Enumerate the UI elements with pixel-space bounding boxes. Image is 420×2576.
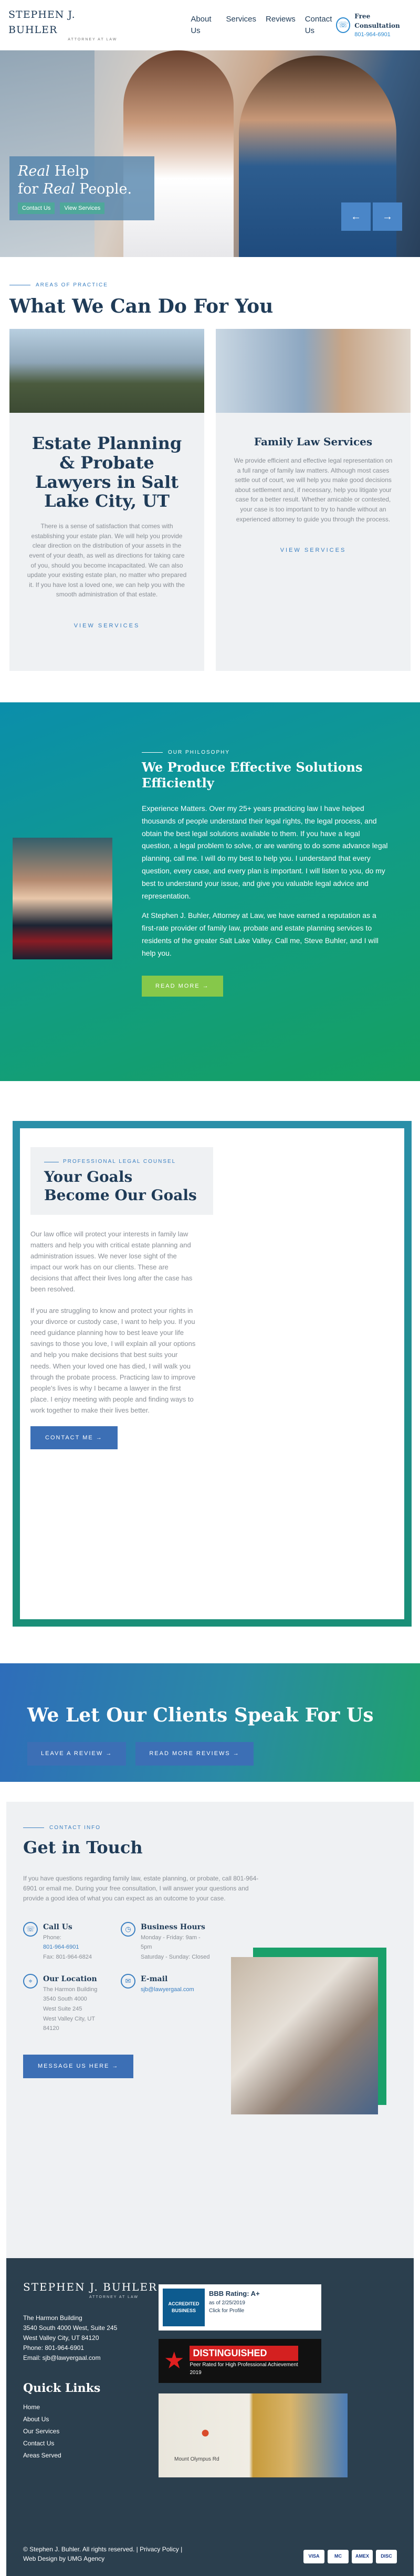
main-nav bbox=[191, 14, 336, 37]
card-image-house bbox=[9, 329, 204, 413]
arrow-right-icon[interactable]: → bbox=[373, 202, 402, 231]
read-more-reviews-button[interactable]: READ MORE REVIEWS → bbox=[135, 1742, 253, 1766]
address-line: 84120 bbox=[43, 2025, 59, 2032]
nav-services[interactable]: Services bbox=[226, 14, 257, 24]
logo-name: STEPHEN J. BUHLER bbox=[8, 9, 76, 36]
hero-caption-box bbox=[9, 156, 154, 220]
star-icon: ★ bbox=[164, 2348, 185, 2374]
map-marker-icon: ● bbox=[201, 2424, 211, 2441]
view-services-link[interactable]: VIEW SERVICES bbox=[74, 622, 140, 629]
distinguished-badge bbox=[159, 2339, 321, 2383]
quick-link-services[interactable]: Our Services bbox=[23, 2428, 60, 2435]
hero-contact-button[interactable]: Contact Us bbox=[18, 202, 55, 215]
goals-title: Your Goals Become Our Goals bbox=[44, 1168, 197, 1204]
philosophy-title: We Produce Effective Solutions Efficiently bbox=[142, 760, 363, 790]
distinguished-title: DISTINGUISHED bbox=[190, 2346, 298, 2361]
call-title: Call Us bbox=[43, 1922, 72, 1931]
card-title: Estate Planning & Probate Lawyers in Salt Lake City, UT bbox=[32, 433, 182, 511]
email-link[interactable]: sjb@lawyergaal.com bbox=[141, 1986, 194, 1993]
quick-link-about[interactable]: About Us bbox=[23, 2415, 49, 2423]
visa-icon: VISA bbox=[303, 2550, 324, 2563]
attorney-portrait bbox=[13, 838, 112, 959]
address-line: The Harmon Building bbox=[43, 1986, 98, 1993]
card-image-family bbox=[216, 329, 411, 413]
nav-contact-us[interactable]: Contact Us bbox=[304, 14, 332, 35]
hero-banner bbox=[0, 50, 420, 257]
consult-title: Free Consultation bbox=[354, 12, 400, 29]
philosophy-eyebrow: OUR PHILOSOPHY bbox=[142, 749, 388, 756]
phone-icon: ☏ bbox=[336, 17, 350, 33]
footer-email[interactable]: Email: sjb@lawyergaal.com bbox=[23, 2354, 101, 2362]
goals-paragraph: Our law office will protect your interests in family law matters and help you with critical estate planning and administration issues. We never lose sight of the impact our work has on our clients. These are decisions that affect their lives long after the case has been resolved. bbox=[30, 1230, 193, 1294]
philosophy-paragraph: At Stephen J. Buhler, Attorney at Law, we have earned a reputation as a first-rate provider of family law, probate and estate planning services to residents of the greater Salt Lake Valley. Call me, Steve Buhler, and I will help you. bbox=[142, 911, 379, 957]
quick-link-home[interactable]: Home bbox=[23, 2403, 40, 2411]
mastercard-icon: MC bbox=[328, 2550, 349, 2563]
consult-phone[interactable]: 801-964-6901 bbox=[354, 31, 391, 38]
logo-subtitle: ATTORNEY AT LAW bbox=[68, 38, 118, 42]
contact-title: Get in Touch bbox=[23, 1837, 143, 1857]
map-pin-icon: ⌖ bbox=[23, 1974, 38, 1989]
read-more-button[interactable]: READ MORE → bbox=[142, 976, 223, 997]
address-line: 3540 South 4000 bbox=[43, 1996, 87, 2003]
reviews-title: We Let Our Clients Speak For Us bbox=[27, 1704, 374, 1726]
card-family-law bbox=[216, 329, 411, 671]
quick-link-contact[interactable]: Contact Us bbox=[23, 2439, 55, 2447]
philosophy-paragraph: Experience Matters. Over my 25+ years practicing law I have helped thousands of people understand their legal rights, the legal process, and obtain the best legal solutions available to them. If you have a legal question, a legal problem to solve, or are wanting to do some advance legal planning, call me. I will do my best to help you. I understand that every question, every case, and every plan is important. I will listen to you, do my best to understand your issue, and give you valuable legal advice and representation. bbox=[142, 804, 388, 900]
hero-background-office bbox=[0, 50, 94, 257]
call-us-block bbox=[23, 1922, 112, 1962]
email-block bbox=[121, 1974, 210, 2034]
quick-link-areas[interactable]: Areas Served bbox=[23, 2451, 61, 2459]
philosophy-section bbox=[0, 702, 420, 1081]
hero-photo-woman bbox=[123, 50, 234, 257]
footer-logo-subtitle: ATTORNEY AT LAW bbox=[89, 2295, 139, 2299]
site-footer bbox=[6, 2258, 414, 2576]
address-line: West Suite 245 bbox=[43, 2006, 82, 2012]
bbb-date: as of 2/25/2019 bbox=[209, 2300, 245, 2306]
distinguished-subtitle: Peer Rated for High Professional Achievement bbox=[190, 2361, 298, 2368]
leave-review-button[interactable]: LEAVE A REVIEW → bbox=[27, 1742, 126, 1766]
reviews-banner bbox=[0, 1663, 420, 1782]
address-line: West Valley City, UT bbox=[43, 2015, 96, 2022]
areas-of-practice bbox=[0, 257, 420, 702]
hero-text-people: People. bbox=[75, 180, 132, 197]
site-logo[interactable] bbox=[8, 7, 117, 43]
nav-reviews[interactable]: Reviews bbox=[266, 14, 296, 24]
hours-title: Business Hours bbox=[141, 1922, 205, 1931]
bbb-rating: BBB Rating: A+ bbox=[209, 2290, 260, 2297]
location-map[interactable] bbox=[159, 2393, 348, 2477]
areas-eyebrow: AREAS OF PRACTICE bbox=[9, 281, 411, 289]
nav-about-us[interactable]: About Us bbox=[191, 14, 212, 35]
map-road-label: Mount Olympus Rd bbox=[174, 2456, 219, 2462]
contact-eyebrow: CONTACT INFO bbox=[23, 1824, 397, 1832]
card-estate-planning bbox=[9, 329, 204, 671]
quick-links-title: Quick Links bbox=[23, 2381, 101, 2396]
goals-title-box bbox=[30, 1147, 213, 1215]
card-text: We provide efficient and effective legal representation on a full range of family law matters. Although most cases settle out of court, we will help you make good decisions about settlement and, if necessary, help you litigate your case for a better result. Whether amicable or contested, your case is too important to try to handle without an experienced attorney to guide you through the process. bbox=[234, 457, 393, 523]
hero-text-help: Help bbox=[50, 163, 89, 179]
hero-headline bbox=[18, 163, 146, 198]
elderly-couple-photo bbox=[231, 1957, 378, 2114]
amex-icon: AMEX bbox=[352, 2550, 373, 2563]
bbb-seal: ACCREDITED BUSINESS bbox=[163, 2289, 205, 2326]
phone-link[interactable]: 801-964-6901 bbox=[43, 1944, 79, 1951]
fax-number: Fax: 801-964-6824 bbox=[43, 1953, 92, 1960]
footer-phone[interactable]: Phone: 801-964-6901 bbox=[23, 2344, 85, 2352]
message-us-button[interactable]: MESSAGE US HERE → bbox=[23, 2055, 133, 2078]
discover-icon: DISC bbox=[376, 2550, 397, 2563]
areas-title: What We Can Do For You bbox=[9, 295, 274, 317]
payment-cards bbox=[303, 2550, 397, 2563]
footer-address-line: West Valley City, UT 84120 bbox=[23, 2334, 99, 2342]
goals-paragraph: If you are struggling to know and protect your rights in your divorce or custody case, I want to help you. If you need guidance planning how to best leave your life savings to those you love, I will explain all your options and help you make decisions that best suits your needs. When your loved one has died, I will walk you through the probate process. Practicing law to improve people's lives is why I became a lawyer in the first place. I enjoy meeting with people and finding ways to work together to make their lives better. bbox=[30, 1307, 196, 1414]
location-title: Our Location bbox=[43, 1974, 97, 1983]
bbb-badge[interactable] bbox=[159, 2284, 321, 2331]
hero-services-button[interactable]: View Services bbox=[60, 202, 104, 215]
bbb-profile-link[interactable]: Click for Profile bbox=[209, 2307, 245, 2314]
contact-me-button[interactable]: CONTACT ME → bbox=[30, 1426, 118, 1450]
hero-text-for: for bbox=[18, 180, 43, 197]
contact-intro: If you have questions regarding family law, estate planning, or probate, call 801-964-6901 or email me. During your free consultation, I will answer your questions and provide a good idea of what you can expect as an outcome to your case. bbox=[23, 1875, 259, 1902]
distinguished-year: 2019 bbox=[190, 2369, 202, 2376]
hero-em-real-2: Real bbox=[43, 180, 75, 197]
card-title: Family Law Services bbox=[254, 435, 373, 448]
free-consultation[interactable] bbox=[336, 12, 412, 39]
contact-section bbox=[6, 1802, 414, 2258]
hours-weekend: Saturday - Sunday: Closed bbox=[141, 1953, 210, 1960]
email-title: E-mail bbox=[141, 1974, 168, 1983]
business-hours-block bbox=[121, 1922, 210, 1962]
site-header bbox=[0, 0, 420, 50]
view-services-link[interactable]: VIEW SERVICES bbox=[280, 547, 346, 554]
footer-address-line: 3540 South 4000 West, Suite 245 bbox=[23, 2324, 118, 2332]
envelope-icon: ✉ bbox=[121, 1974, 135, 1989]
location-block bbox=[23, 1974, 112, 2034]
footer-address-line: The Harmon Building bbox=[23, 2314, 82, 2322]
footer-logo-name[interactable]: STEPHEN J. BUHLER bbox=[23, 2281, 158, 2293]
phone-icon: ☏ bbox=[23, 1922, 38, 1937]
hours-weekday: Monday - Friday: 9am - 5pm bbox=[141, 1934, 201, 1951]
card-text: There is a sense of satisfaction that comes with establishing your estate plan. We will help you provide clear direction on the distribution of your assets in the event of your death, as well as directions for taking care of you, should you become incapacitated. We can also update your existing estate plan, no matter who prepared it. If you have lost a loved one, we can help you with the smooth administration of that estate. bbox=[27, 522, 187, 598]
goals-eyebrow: PROFESSIONAL LEGAL COUNSEL bbox=[44, 1158, 200, 1166]
phone-label: Phone: bbox=[43, 1934, 61, 1941]
hero-em-real: Real bbox=[18, 163, 50, 179]
clock-icon: ◷ bbox=[121, 1922, 135, 1937]
goals-section bbox=[0, 1081, 420, 1663]
copyright-text: © Stephen J. Buhler. All rights reserved. | Privacy Policy | Web Design by UMG Agency bbox=[23, 2546, 183, 2562]
goals-frame bbox=[13, 1121, 412, 1627]
hero-slider-controls bbox=[341, 202, 402, 231]
arrow-left-icon[interactable]: ← bbox=[341, 202, 371, 231]
